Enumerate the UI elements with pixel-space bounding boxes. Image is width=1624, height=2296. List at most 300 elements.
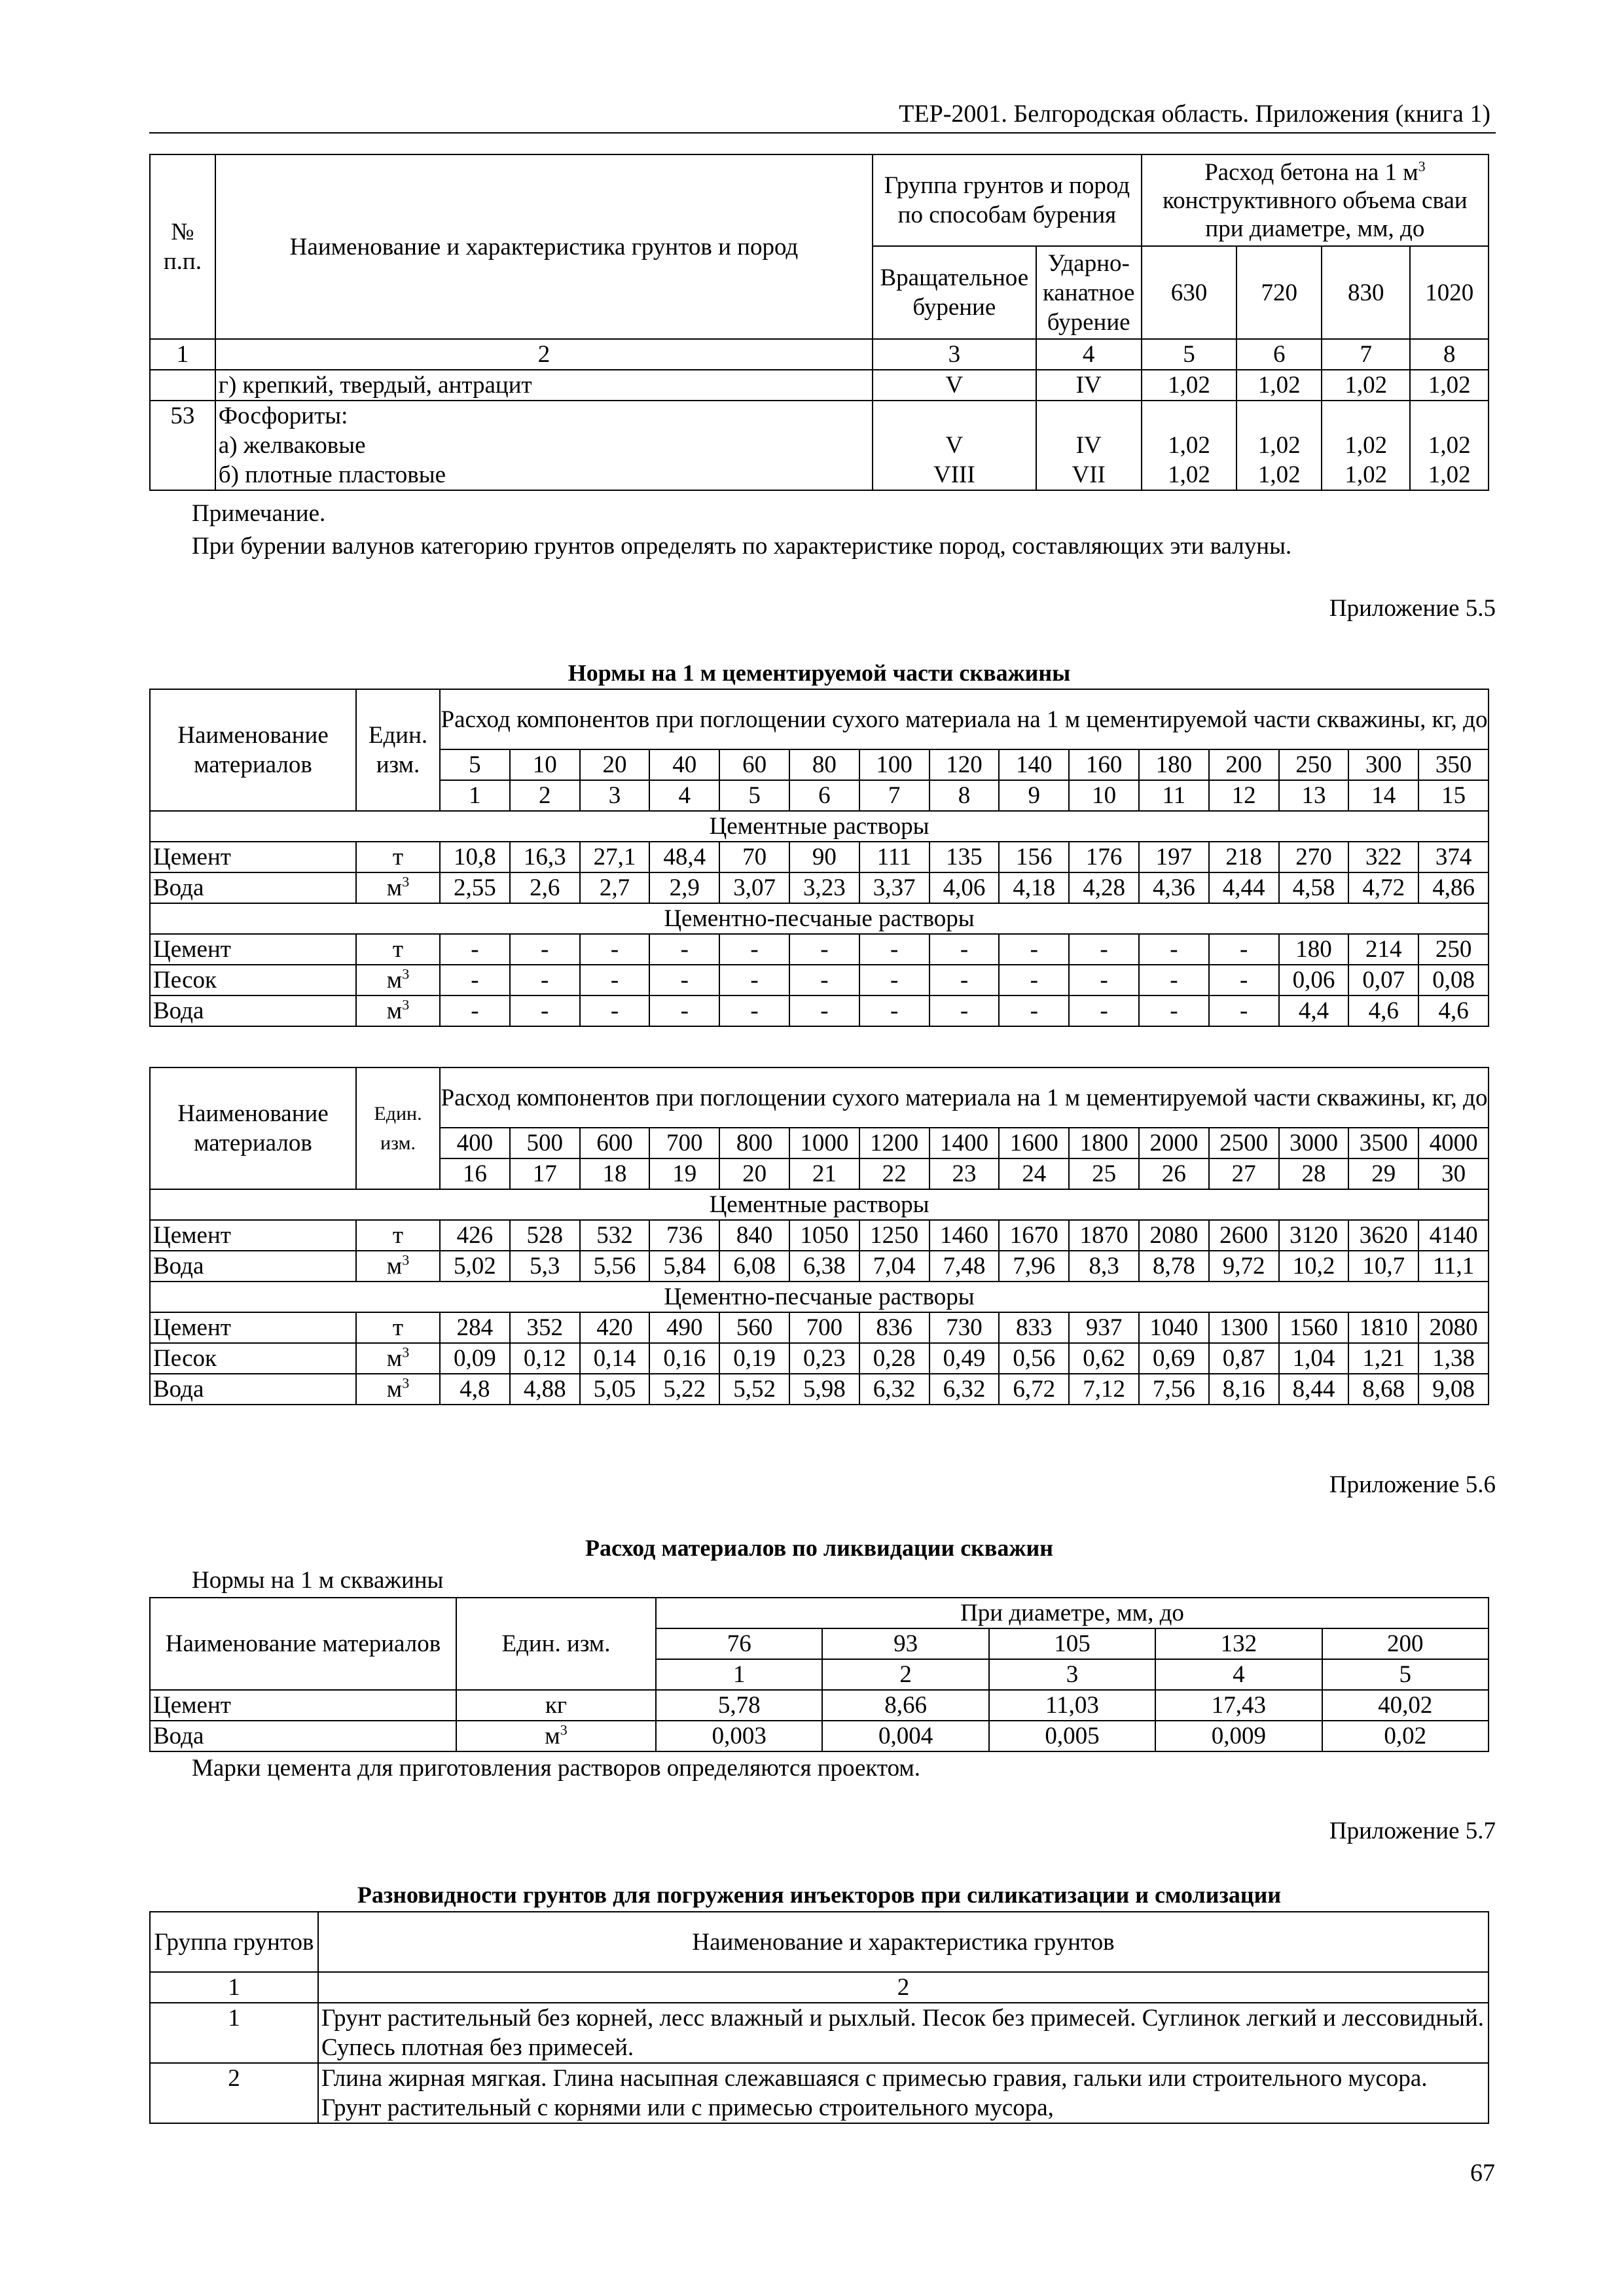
value-cell: 374 xyxy=(1418,842,1489,872)
col-header-impact: Ударно-канатное бурение xyxy=(1036,246,1142,339)
table-row xyxy=(150,1312,1489,1343)
value-cell: 5,56 xyxy=(580,1251,650,1282)
value-cell: 0,004 xyxy=(822,1721,988,1751)
col-num: 20 xyxy=(719,1158,789,1189)
col-header-description: Наименование и характеристика грунтов xyxy=(318,1912,1489,1972)
value-cell: 2600 xyxy=(1209,1220,1279,1251)
col-header-weight: 800 xyxy=(719,1128,789,1158)
unit-cell: $м^3$ xyxy=(356,965,440,996)
col-num: 22 xyxy=(859,1158,929,1189)
col-num: 11 xyxy=(1139,780,1209,811)
col-num: 16 xyxy=(440,1158,510,1189)
value-cell: 0,02 xyxy=(1322,1721,1489,1751)
col-header-consumption: Расход компонентов при поглощении сухого материала на 1 м цементируемой части скважины, кг, до xyxy=(440,1067,1489,1128)
col-num: 15 xyxy=(1418,780,1489,811)
value-cell: 5,02 xyxy=(440,1251,510,1282)
value-cell: 4,6 xyxy=(1418,996,1489,1026)
value-cell: 0,12 xyxy=(510,1343,580,1374)
value-cell: 4,44 xyxy=(1209,872,1279,903)
value-cell: 1560 xyxy=(1279,1312,1349,1343)
material-name: Песок xyxy=(150,965,356,996)
value-cell: - xyxy=(789,934,859,965)
value-cell: - xyxy=(649,934,719,965)
value-cell: - xyxy=(929,965,1000,996)
value-cell: 284 xyxy=(440,1312,510,1343)
value-cell: 9,08 xyxy=(1418,1374,1489,1405)
well-liquidation-table xyxy=(149,1597,1489,1752)
value-cell: 528 xyxy=(510,1220,580,1251)
value-cell: 8,3 xyxy=(1069,1251,1139,1282)
value-cell: 3,23 xyxy=(789,872,859,903)
value-cell: - xyxy=(580,965,650,996)
col-num: 2 xyxy=(822,1659,988,1690)
value-cell: - xyxy=(859,965,929,996)
material-name: Вода xyxy=(150,1251,356,1282)
value-cell: - xyxy=(1209,934,1279,965)
value-cell: 2,6 xyxy=(510,872,580,903)
value-cell: 490 xyxy=(649,1312,719,1343)
material-name: Вода xyxy=(150,872,356,903)
value-cell: 4,6 xyxy=(1348,996,1418,1026)
col-header-consumption: Расход компонентов при поглощении сухого материала на 1 м цементируемой части скважины, кг, до xyxy=(440,689,1489,749)
col-header-diameter-value: 93 xyxy=(822,1628,988,1659)
value-cell: 5,84 xyxy=(649,1251,719,1282)
col-num: 3 xyxy=(580,780,650,811)
value-cell: 1,38 xyxy=(1418,1343,1489,1374)
note-label: Примечание. xyxy=(192,500,326,527)
value-cell: - xyxy=(510,996,580,1026)
material-name: Вода xyxy=(150,996,356,1026)
value-cell: 4140 xyxy=(1418,1220,1489,1251)
col-num: 7 xyxy=(859,780,929,811)
table-row xyxy=(150,1220,1489,1251)
material-name: Вода xyxy=(150,1374,356,1405)
material-name: Цемент xyxy=(150,1220,356,1251)
col-header-weight: 180 xyxy=(1139,749,1209,780)
col-header-weight: 60 xyxy=(719,749,789,780)
col-header-group: Группа грунтов xyxy=(150,1912,318,1972)
col-header-diameter-value: 132 xyxy=(1155,1628,1322,1659)
value-cell: 5,22 xyxy=(649,1374,719,1405)
col-header-diameter-value: 76 xyxy=(656,1628,822,1659)
col-num: 23 xyxy=(929,1158,1000,1189)
value-cell: - xyxy=(719,934,789,965)
value-cell: 730 xyxy=(929,1312,1000,1343)
appendix-5-5-label: Приложение 5.5 xyxy=(1329,595,1496,622)
value-cell: 1810 xyxy=(1348,1312,1418,1343)
value-cell: 836 xyxy=(859,1312,929,1343)
table-row: 2 Глина жирная мягкая. Глина насыпная слежавшаяся с примесью гравия, гальки или строительного мусора. Грунт растительный с корнями или с примесью строительного мусора, xyxy=(150,2063,1489,2123)
value-cell: 70 xyxy=(719,842,789,872)
value-cell: 0,08 xyxy=(1418,965,1489,996)
col-num: 1 xyxy=(440,780,510,811)
value-cell: 736 xyxy=(649,1220,719,1251)
value-cell: 6,32 xyxy=(859,1374,929,1405)
material-name: Цемент xyxy=(150,1690,456,1721)
value-cell: 0,62 xyxy=(1069,1343,1139,1374)
col-header-weight: 350 xyxy=(1418,749,1489,780)
value-cell: - xyxy=(440,934,510,965)
appendix-5-7-title: Разновидности грунтов для погружения инъекторов при силикатизации и смолизации xyxy=(357,1882,1282,1908)
value-cell: 1300 xyxy=(1209,1312,1279,1343)
unit-cell: $м^3$ xyxy=(356,872,440,903)
material-name: Вода xyxy=(150,1721,456,1751)
value-cell: 937 xyxy=(1069,1312,1139,1343)
table-row: 53 Фосфориты: xyxy=(150,401,1489,431)
value-cell: 4,88 xyxy=(510,1374,580,1405)
col-num: 4 xyxy=(1155,1659,1322,1690)
value-cell: 2,9 xyxy=(649,872,719,903)
value-cell: 840 xyxy=(719,1220,789,1251)
value-cell: 3620 xyxy=(1348,1220,1418,1251)
value-cell: 9,72 xyxy=(1209,1251,1279,1282)
section-cement: Цементные растворы xyxy=(150,811,1489,842)
value-cell: - xyxy=(789,965,859,996)
value-cell: - xyxy=(1069,934,1139,965)
value-cell: - xyxy=(1069,965,1139,996)
col-num: 19 xyxy=(649,1158,719,1189)
value-cell: 2,7 xyxy=(580,872,650,903)
unit-cell: т xyxy=(356,934,440,965)
value-cell: 4,72 xyxy=(1348,872,1418,903)
value-cell: 0,69 xyxy=(1139,1343,1209,1374)
value-cell: 1460 xyxy=(929,1220,1000,1251)
value-cell: 1,21 xyxy=(1348,1343,1418,1374)
value-cell: 6,38 xyxy=(789,1251,859,1282)
appendix-5-7-label: Приложение 5.7 xyxy=(1329,1818,1496,1844)
col-header-weight: 160 xyxy=(1069,749,1139,780)
unit-cell: $м^3$ xyxy=(356,1374,440,1405)
value-cell: 3120 xyxy=(1279,1220,1349,1251)
value-cell: 5,98 xyxy=(789,1374,859,1405)
value-cell: 6,08 xyxy=(719,1251,789,1282)
col-header-weight: 700 xyxy=(649,1128,719,1158)
col-header-weight: 1600 xyxy=(999,1128,1069,1158)
value-cell: 352 xyxy=(510,1312,580,1343)
col-header-material: Наименование материалов xyxy=(150,1067,356,1189)
value-cell: 7,12 xyxy=(1069,1374,1139,1405)
col-num: 8 xyxy=(1410,339,1489,370)
value-cell: 7,04 xyxy=(859,1251,929,1282)
value-cell: 2,55 xyxy=(440,872,510,903)
col-header-weight: 1200 xyxy=(859,1128,929,1158)
section-cement-sand: Цементно-песчаные растворы xyxy=(150,903,1489,934)
col-header-weight: 20 xyxy=(580,749,650,780)
col-header-weight: 80 xyxy=(789,749,859,780)
value-cell: 0,005 xyxy=(989,1721,1155,1751)
unit-cell: $м^3$ xyxy=(356,1251,440,1282)
col-num: 5 xyxy=(1322,1659,1489,1690)
value-cell: 0,56 xyxy=(999,1343,1069,1374)
value-cell: 4,06 xyxy=(929,872,1000,903)
col-header-consumption: Расход бетона на 1 $м^3$ конструктивного объема сваи при диаметре, мм, до xyxy=(1142,154,1489,246)
material-name: Песок xyxy=(150,1343,356,1374)
col-header-weight: 120 xyxy=(929,749,1000,780)
value-cell: 7,56 xyxy=(1139,1374,1209,1405)
header-text: ТЕР-2001. Белгородская область. Приложения (книга 1) xyxy=(899,100,1490,128)
value-cell: 10,8 xyxy=(440,842,510,872)
value-cell: 48,4 xyxy=(649,842,719,872)
value-cell: 1870 xyxy=(1069,1220,1139,1251)
value-cell: 0,07 xyxy=(1348,965,1418,996)
col-num: 4 xyxy=(1036,339,1142,370)
value-cell: - xyxy=(649,965,719,996)
table-row xyxy=(150,934,1489,965)
appendix-5-5-title: Нормы на 1 м цементируемой части скважины xyxy=(568,660,1071,686)
col-num: 6 xyxy=(1236,339,1322,370)
value-cell: - xyxy=(999,934,1069,965)
col-num: 2 xyxy=(510,780,580,811)
value-cell: 27,1 xyxy=(580,842,650,872)
value-cell: - xyxy=(999,965,1069,996)
col-header-material: Наименование материалов xyxy=(150,689,356,811)
value-cell: 0,06 xyxy=(1279,965,1349,996)
table-row xyxy=(150,872,1489,903)
value-cell: - xyxy=(929,934,1000,965)
value-cell: - xyxy=(580,934,650,965)
col-num: 8 xyxy=(929,780,1000,811)
col-num: 6 xyxy=(789,780,859,811)
col-header-diameter-value: 200 xyxy=(1322,1628,1489,1659)
value-cell: 2080 xyxy=(1139,1220,1209,1251)
col-num: 10 xyxy=(1069,780,1139,811)
value-cell: 700 xyxy=(789,1312,859,1343)
table-row xyxy=(150,1343,1489,1374)
appendix-5-6-subtitle: Нормы на 1 м скважины xyxy=(192,1567,444,1594)
unit-cell: т xyxy=(356,842,440,872)
value-cell: 420 xyxy=(580,1312,650,1343)
value-cell: 0,16 xyxy=(649,1343,719,1374)
col-header-unit: Един. изм. xyxy=(456,1598,656,1690)
col-header-material: Наименование материалов xyxy=(150,1598,456,1690)
col-header-name: Наименование и характеристика грунтов и пород xyxy=(215,154,873,339)
col-header-weight: 3500 xyxy=(1348,1128,1418,1158)
appendix-5-6-note: Марки цемента для приготовления растворов определяются проектом. xyxy=(192,1755,921,1782)
value-cell: 560 xyxy=(719,1312,789,1343)
page-header xyxy=(149,98,1496,134)
col-num: 2 xyxy=(318,1972,1489,2003)
col-num: 1 xyxy=(656,1659,822,1690)
value-cell: 7,48 xyxy=(929,1251,1000,1282)
value-cell: 11,1 xyxy=(1418,1251,1489,1282)
value-cell: 4,36 xyxy=(1139,872,1209,903)
value-cell: 180 xyxy=(1279,934,1349,965)
col-header-weight: 1400 xyxy=(929,1128,1000,1158)
col-header-weight: 40 xyxy=(649,749,719,780)
col-header-weight: 5 xyxy=(440,749,510,780)
col-header-weight: 400 xyxy=(440,1128,510,1158)
value-cell: - xyxy=(1139,996,1209,1026)
col-num: 18 xyxy=(580,1158,650,1189)
section-cement: Цементные растворы xyxy=(150,1189,1489,1220)
col-header-weight: 100 xyxy=(859,749,929,780)
value-cell: 0,49 xyxy=(929,1343,1000,1374)
unit-cell: $м^3$ xyxy=(456,1721,656,1751)
col-header-weight: 1800 xyxy=(1069,1128,1139,1158)
value-cell: - xyxy=(859,934,929,965)
col-header-weight: 600 xyxy=(580,1128,650,1158)
col-num: 7 xyxy=(1322,339,1410,370)
table-row: а) желваковые V IV 1,02 1,02 1,02 1,02 xyxy=(150,431,1489,460)
value-cell: 214 xyxy=(1348,934,1418,965)
table-row: г) крепкий, твердый, антрацит V IV 1,02 1,02 1,02 1,02 xyxy=(150,370,1489,401)
col-num: 30 xyxy=(1418,1158,1489,1189)
value-cell: 4,4 xyxy=(1279,996,1349,1026)
value-cell: 0,009 xyxy=(1155,1721,1322,1751)
col-num: 24 xyxy=(999,1158,1069,1189)
cement-norms-table-1 xyxy=(149,689,1489,1027)
value-cell: 4,86 xyxy=(1418,872,1489,903)
value-cell: 0,23 xyxy=(789,1343,859,1374)
value-cell: 218 xyxy=(1209,842,1279,872)
col-num: 2 xyxy=(215,339,873,370)
material-name: Цемент xyxy=(150,842,356,872)
value-cell: 5,05 xyxy=(580,1374,650,1405)
value-cell: 2080 xyxy=(1418,1312,1489,1343)
value-cell: 197 xyxy=(1139,842,1209,872)
col-num: 25 xyxy=(1069,1158,1139,1189)
col-header-unit: Един. изм. xyxy=(356,689,440,811)
col-header-diameter-value: 105 xyxy=(989,1628,1155,1659)
value-cell: - xyxy=(440,996,510,1026)
cement-norms-table-2 xyxy=(149,1067,1489,1405)
col-header-weight: 500 xyxy=(510,1128,580,1158)
col-header-weight: 2500 xyxy=(1209,1128,1279,1158)
value-cell: - xyxy=(789,996,859,1026)
value-cell: - xyxy=(1069,996,1139,1026)
unit-cell: $м^3$ xyxy=(356,1343,440,1374)
value-cell: - xyxy=(510,965,580,996)
note-text: При бурении валунов категорию грунтов определять по характеристике пород, составляющих эти валуны. xyxy=(192,533,1292,560)
value-cell: 156 xyxy=(999,842,1069,872)
value-cell: 1250 xyxy=(859,1220,929,1251)
table-row xyxy=(150,1251,1489,1282)
value-cell: 3,37 xyxy=(859,872,929,903)
value-cell: 1040 xyxy=(1139,1312,1209,1343)
value-cell: - xyxy=(719,996,789,1026)
value-cell: - xyxy=(999,996,1069,1026)
col-num: 5 xyxy=(1142,339,1237,370)
col-num: 28 xyxy=(1279,1158,1349,1189)
material-name: Цемент xyxy=(150,934,356,965)
unit-cell: т xyxy=(356,1220,440,1251)
value-cell: 8,66 xyxy=(822,1690,988,1721)
table-row xyxy=(150,996,1489,1026)
page-number: 67 xyxy=(1470,2159,1495,2187)
value-cell: 10,7 xyxy=(1348,1251,1418,1282)
value-cell: - xyxy=(1209,965,1279,996)
value-cell: 4,18 xyxy=(999,872,1069,903)
col-header-d720: 720 xyxy=(1236,246,1322,339)
value-cell: 4,8 xyxy=(440,1374,510,1405)
table-row: 1 Грунт растительный без корней, лесс влажный и рыхлый. Песок без примесей. Суглинок легкий и лессовидный. Супесь плотная без примесей. xyxy=(150,2003,1489,2063)
value-cell: 111 xyxy=(859,842,929,872)
col-header-weight: 200 xyxy=(1209,749,1279,780)
value-cell: 16,3 xyxy=(510,842,580,872)
value-cell: 0,28 xyxy=(859,1343,929,1374)
appendix-5-6-label: Приложение 5.6 xyxy=(1329,1471,1496,1498)
col-header-weight: 1000 xyxy=(789,1128,859,1158)
material-name: Цемент xyxy=(150,1312,356,1343)
value-cell: 4,28 xyxy=(1069,872,1139,903)
value-cell: 176 xyxy=(1069,842,1139,872)
value-cell: 3,07 xyxy=(719,872,789,903)
col-header-rotary: Вращательное бурение xyxy=(873,246,1036,339)
value-cell: 5,78 xyxy=(656,1690,822,1721)
table-row: б) плотные пластовые VIII VII 1,02 1,02 1,02 1,02 xyxy=(150,460,1489,490)
value-cell: 270 xyxy=(1279,842,1349,872)
value-cell: 7,96 xyxy=(999,1251,1069,1282)
value-cell: 0,003 xyxy=(656,1721,822,1751)
value-cell: 0,19 xyxy=(719,1343,789,1374)
value-cell: 17,43 xyxy=(1155,1690,1322,1721)
value-cell: 11,03 xyxy=(989,1690,1155,1721)
col-header-weight: 10 xyxy=(510,749,580,780)
col-num: 3 xyxy=(989,1659,1155,1690)
value-cell: - xyxy=(859,996,929,1026)
unit-cell: кг xyxy=(456,1690,656,1721)
value-cell: 135 xyxy=(929,842,1000,872)
col-header-diameter: При диаметре, мм, до xyxy=(656,1598,1489,1628)
col-header-weight: 4000 xyxy=(1418,1128,1489,1158)
col-header-unit: Един. изм. xyxy=(356,1067,440,1189)
col-num: 5 xyxy=(719,780,789,811)
col-num: 14 xyxy=(1348,780,1418,811)
value-cell: 40,02 xyxy=(1322,1690,1489,1721)
value-cell: - xyxy=(649,996,719,1026)
value-cell: 532 xyxy=(580,1220,650,1251)
unit-cell: т xyxy=(356,1312,440,1343)
soil-types-table xyxy=(149,1911,1489,2124)
table-row xyxy=(150,1721,1489,1751)
appendix-5-6-title: Расход материалов по ликвидации скважин xyxy=(585,1535,1053,1561)
col-header-d830: 830 xyxy=(1322,246,1410,339)
value-cell: 4,58 xyxy=(1279,872,1349,903)
table-row xyxy=(150,1374,1489,1405)
value-cell: 322 xyxy=(1348,842,1418,872)
value-cell: - xyxy=(580,996,650,1026)
col-num: 12 xyxy=(1209,780,1279,811)
value-cell: 0,14 xyxy=(580,1343,650,1374)
col-num: 4 xyxy=(649,780,719,811)
col-header-d630: 630 xyxy=(1142,246,1237,339)
col-header-no: № п.п. xyxy=(150,154,215,339)
col-num: 26 xyxy=(1139,1158,1209,1189)
table-row xyxy=(150,965,1489,996)
col-num: 13 xyxy=(1279,780,1349,811)
value-cell: 10,2 xyxy=(1279,1251,1349,1282)
col-header-weight: 2000 xyxy=(1139,1128,1209,1158)
value-cell: - xyxy=(440,965,510,996)
col-header-weight: 300 xyxy=(1348,749,1418,780)
value-cell: 6,72 xyxy=(999,1374,1069,1405)
value-cell: - xyxy=(719,965,789,996)
value-cell: 426 xyxy=(440,1220,510,1251)
table-row xyxy=(150,842,1489,872)
value-cell: - xyxy=(1209,996,1279,1026)
col-header-group: Группа грунтов и пород по способам бурения xyxy=(873,154,1142,246)
value-cell: 6,32 xyxy=(929,1374,1000,1405)
value-cell: 90 xyxy=(789,842,859,872)
col-header-weight: 140 xyxy=(999,749,1069,780)
col-num: 3 xyxy=(873,339,1036,370)
col-num: 9 xyxy=(999,780,1069,811)
value-cell: 8,16 xyxy=(1209,1374,1279,1405)
value-cell: 0,09 xyxy=(440,1343,510,1374)
value-cell: 250 xyxy=(1418,934,1489,965)
col-num: 1 xyxy=(150,1972,318,2003)
unit-cell: $м^3$ xyxy=(356,996,440,1026)
